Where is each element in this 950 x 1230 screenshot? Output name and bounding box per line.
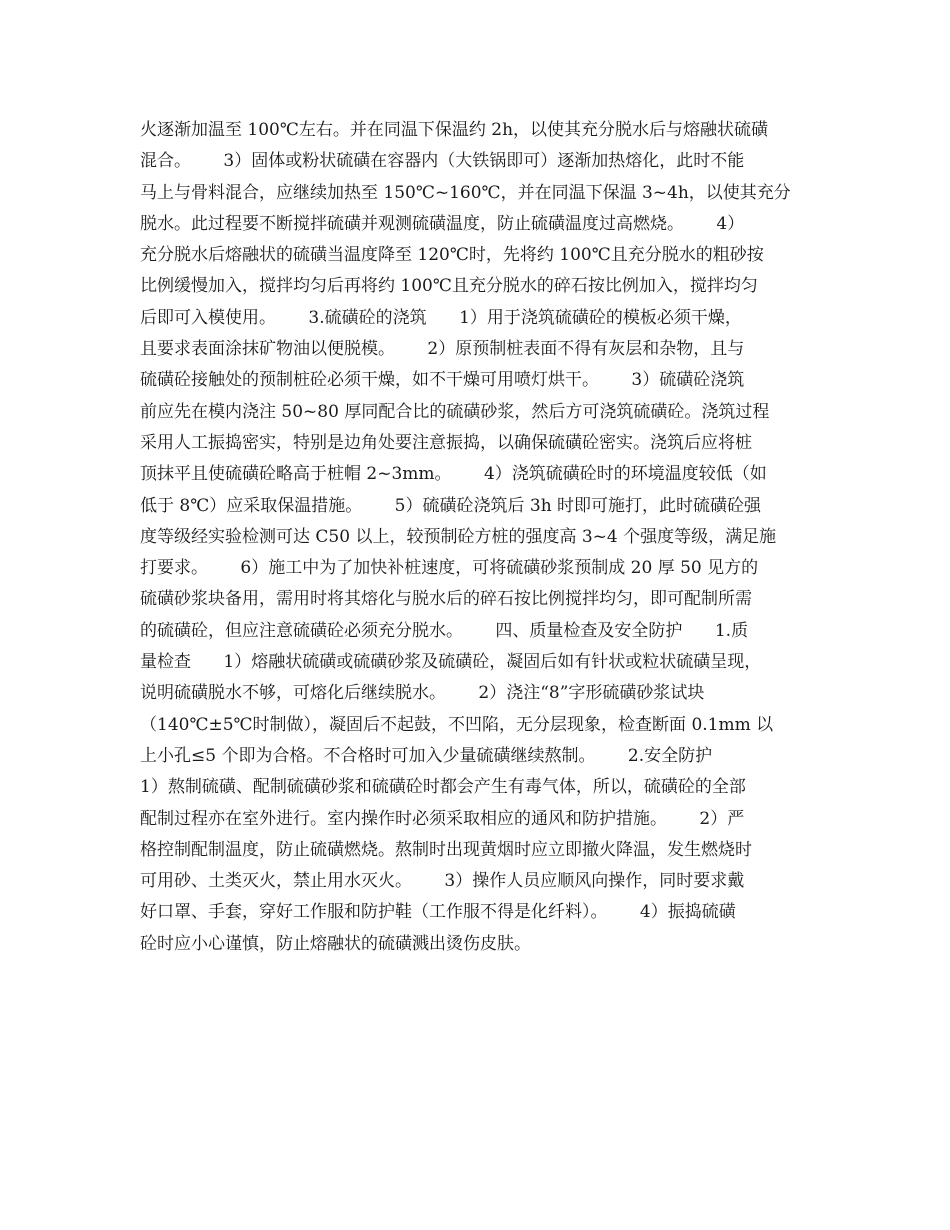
text-line-26: 好口罩、手套，穿好工作服和防护鞋（工作服不得是化纤料）。 4）振捣硫磺: [140, 902, 736, 923]
text-line-11: 采用人工振捣密实，特别是边角处要注意振捣，以确保硫磺砼密实。浇筑后应将桩: [140, 432, 752, 453]
text-line-19: 说明硫磺脱水不够，可熔化后继续脱水。 2）浇注“8”字形硫磺砂浆试块: [140, 683, 705, 704]
text-line-22: 1）熬制硫磺、配制硫磺砂浆和硫磺砼时都会产生有毒气体，所以，硫磺砼的全部: [140, 777, 746, 798]
text-line-2: 混合。 3）固体或粉状硫磺在容器内（大铁锅即可）逐渐加热熔化，此时不能: [140, 151, 745, 172]
text-line-21: 上小孔≤5 个即为合格。不合格时可加入少量硫磺继续熬制。 2.安全防护: [140, 745, 713, 766]
text-line-24: 格控制配制温度，防止硫磺燃烧。熬制时出现黄烟时应立即撤火降温，发生燃烧时: [140, 839, 752, 860]
document-body-text: [140, 115, 820, 960]
text-line-10: 前应先在模内浇注 50~80 厚同配合比的硫磺砂浆，然后方可浇筑硫磺砼。浇筑过程: [140, 401, 770, 422]
text-line-25: 可用砂、土类灭火，禁止用水灭火。 3）操作人员应顺风向操作，同时要求戴: [140, 871, 745, 892]
text-line-12: 顶抹平且使硫磺砼略高于桩帽 2~3mm。 4）浇筑硫磺砼时的环境温度较低（如: [140, 464, 767, 485]
text-line-15: 打要求。 6）施工中为了加快补桩速度，可将硫磺砂浆预制成 20 厚 50 见方的: [140, 558, 759, 579]
text-line-23: 配制过程亦在室外进行。室内操作时必须采取相应的通风和防护措施。 2）严: [140, 808, 745, 829]
text-line-13: 低于 8℃）应采取保温措施。 5）硫磺砼浇筑后 3h 时即可施打，此时硫磺砼强: [140, 495, 762, 516]
text-line-9: 硫磺砼接触处的预制桩砼必须干燥，如不干燥可用喷灯烘干。 3）硫磺砼浇筑: [140, 370, 745, 391]
text-line-8: 且要求表面涂抹矿物油以便脱模。 2）原预制桩表面不得有灰层和杂物，且与: [140, 339, 745, 360]
text-line-4: 脱水。此过程要不断搅拌硫磺并观测硫磺温度，防止硫磺温度过高燃烧。 4）: [140, 213, 745, 234]
text-line-14: 度等级经实验检测可达 C50 以上，较预制砼方桩的强度高 3~4 个强度等级，满足施: [140, 526, 777, 547]
text-line-16: 硫磺砂浆块备用，需用时将其熔化与脱水后的碎石按比例搅拌均匀，即可配制所需: [140, 589, 752, 610]
text-line-3: 马上与骨料混合，应继续加热至 150℃~160℃，并在同温下保温 3~4h，以使其充分: [140, 182, 791, 203]
text-line-5: 充分脱水后熔融状的硫磺当温度降至 120℃时，先将约 100℃且充分脱水的粗砂按: [140, 245, 764, 266]
text-line-27: 砼时应小心谨慎，防止熔融状的硫磺溅出烫伤皮肤。: [140, 933, 531, 954]
text-line-20: （140℃±5℃时制做），凝固后不起鼓，不凹陷，无分层现象，检查断面 0.1mm 以: [140, 714, 774, 735]
text-line-1: 火逐渐加温至 100℃左右。并在同温下保温约 2h，以使其充分脱水后与熔融状硫磺: [140, 120, 769, 140]
text-line-7: 后即可入模使用。 3.硫磺砼的浇筑 1）用于浇筑硫磺砼的模板必须干燥，: [140, 307, 742, 328]
text-line-17: 的硫磺砼，但应注意硫磺砼必须充分脱水。 四、质量检查及安全防护 1.质: [140, 620, 749, 641]
text-line-6: 比例缓慢加入，搅拌均匀后再将约 100℃且充分脱水的碎石按比例加入，搅拌均匀: [140, 276, 758, 297]
text-line-18: 量检查 1）熔融状硫磺或硫磺砂浆及硫磺砼，凝固后如有针状或粒状硫磺呈现，: [140, 652, 762, 673]
